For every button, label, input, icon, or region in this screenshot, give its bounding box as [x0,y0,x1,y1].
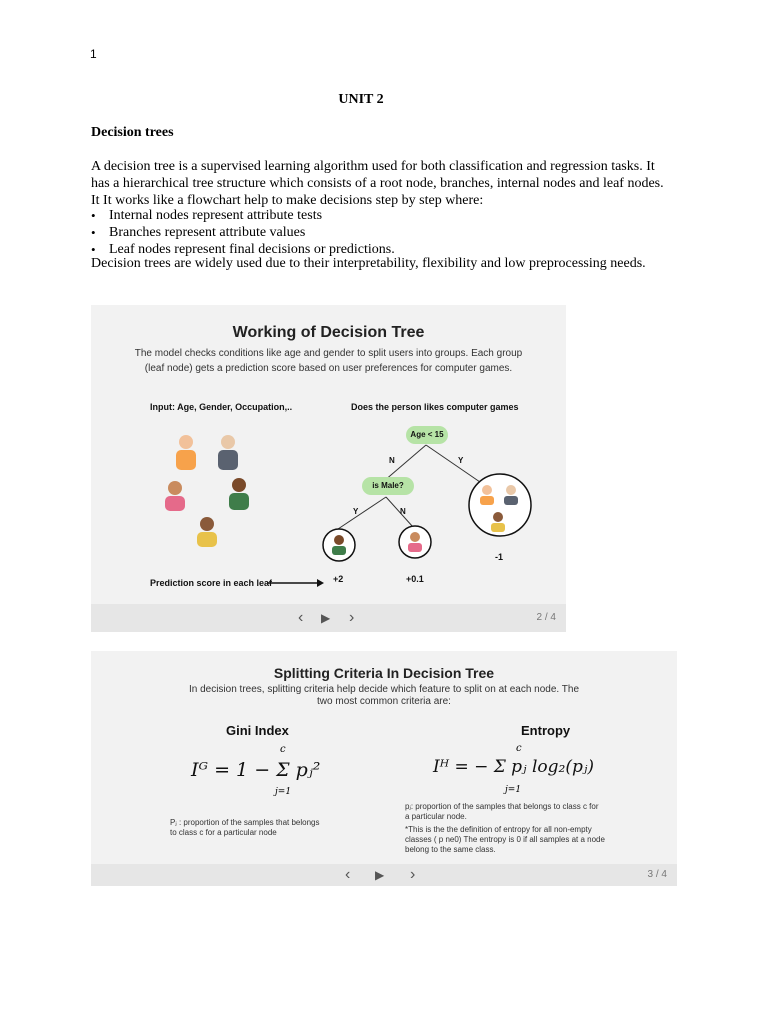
entropy-title: Entropy [521,723,571,738]
person-icon [176,435,196,470]
gini-note-2: to class c for a particular node [170,828,277,837]
intro-paragraph [91,158,691,209]
slide1-subtitle-2: (leaf node) gets a prediction score based on user preferences for computer games. [144,363,513,374]
intro-line-3: It It works like a flowchart help to make decisions step by step where: [91,193,484,208]
leaf-score-3: -1 [495,552,504,562]
entropy-sum-upper: c [516,743,522,754]
arrow-head-icon [317,579,324,587]
root-left-label: N [389,456,395,465]
entropy-formula: Iᴴ = − Σ pⱼ log₂(pⱼ) [433,757,594,777]
bullet-list [91,207,395,258]
edge-child-left [338,497,386,529]
slide2-subtitle-2: two most common criteria are: [317,696,451,707]
entropy-note-4: classes ( p ne0) The entropy is 0 if all samples at a node [405,835,605,844]
slide-splitting-criteria [91,651,677,886]
list-item: • Branches represent attribute values [91,224,395,241]
prev-slide-button[interactable]: ‹ [345,866,351,883]
intro-line-1: A decision tree is a supervised learning algorithm used for both classification and regression tasks. It [91,159,655,174]
entropy-note-2: a particular node. [405,812,467,821]
play-button[interactable]: ▶ [321,611,331,625]
input-label: Input: Age, Gender, Occupation,.. [150,402,293,412]
leaf-score-2: +0.1 [406,574,424,584]
next-slide-button[interactable]: › [349,609,355,626]
slide2-page-indicator: 3 / 4 [647,869,667,880]
gini-title: Gini Index [226,723,289,738]
child-node: is Male? [372,481,404,490]
child-left-label: Y [353,507,359,516]
page-number: 1 [90,47,97,61]
root-right-label: Y [458,456,464,465]
slide1-page-indicator: 2 / 4 [536,612,556,623]
entropy-note-1: pⱼ: proportion of the samples that belongs to class c for [405,802,599,811]
entropy-note-5: belong to the same class. [405,845,496,854]
person-icon [218,435,238,470]
list-item: • Leaf nodes represent final decisions or predictions. [91,241,395,258]
prediction-label: Prediction score in each leaf [150,578,273,588]
gini-sum-upper: c [280,744,286,755]
slide2-controls [91,864,677,886]
intro-line-2: has a hierarchical tree structure which consists of a root node, branches, internal nodes and leaf nodes. [91,176,664,191]
slide2-title: Splitting Criteria In Decision Tree [273,665,495,681]
person-icon [197,517,217,547]
list-item: • Internal nodes represent attribute tests [91,207,395,224]
slide2-subtitle-1: In decision trees, splitting criteria help decide which feature to split on at each node. The [188,684,580,695]
gini-formula: Iᴳ = 1 − Σ pⱼ² [191,759,321,781]
entropy-note-3: *This is the the definition of entropy for all non-empty [405,825,592,834]
next-slide-button[interactable]: › [410,866,416,883]
prev-slide-button[interactable]: ‹ [298,609,304,626]
gini-sum-lower: j=1 [275,787,292,797]
leaf-score-1: +2 [333,574,344,584]
person-icon [229,478,249,510]
slide1-subtitle-1: The model checks conditions like age and gender to split users into groups. Each group [134,348,523,359]
slide1-controls [91,604,566,632]
play-button[interactable]: ▶ [375,868,385,882]
section-heading: Decision trees [91,125,174,140]
child-right-label: N [400,507,406,516]
unit-heading: UNIT 2 [338,92,384,107]
closing-sentence: Decision trees are widely used due to their interpretability, flexibility and low preprocessing needs. [91,256,646,271]
entropy-sum-lower: j=1 [505,785,522,795]
slide1-title: Working of Decision Tree [232,324,425,341]
slide-working-of-decision-tree [91,305,566,632]
question-label: Does the person likes computer games [351,402,519,412]
person-icon [165,481,185,511]
gini-note-1: Pⱼ : proportion of the samples that belongs [170,818,320,827]
root-node: Age < 15 [410,430,444,439]
